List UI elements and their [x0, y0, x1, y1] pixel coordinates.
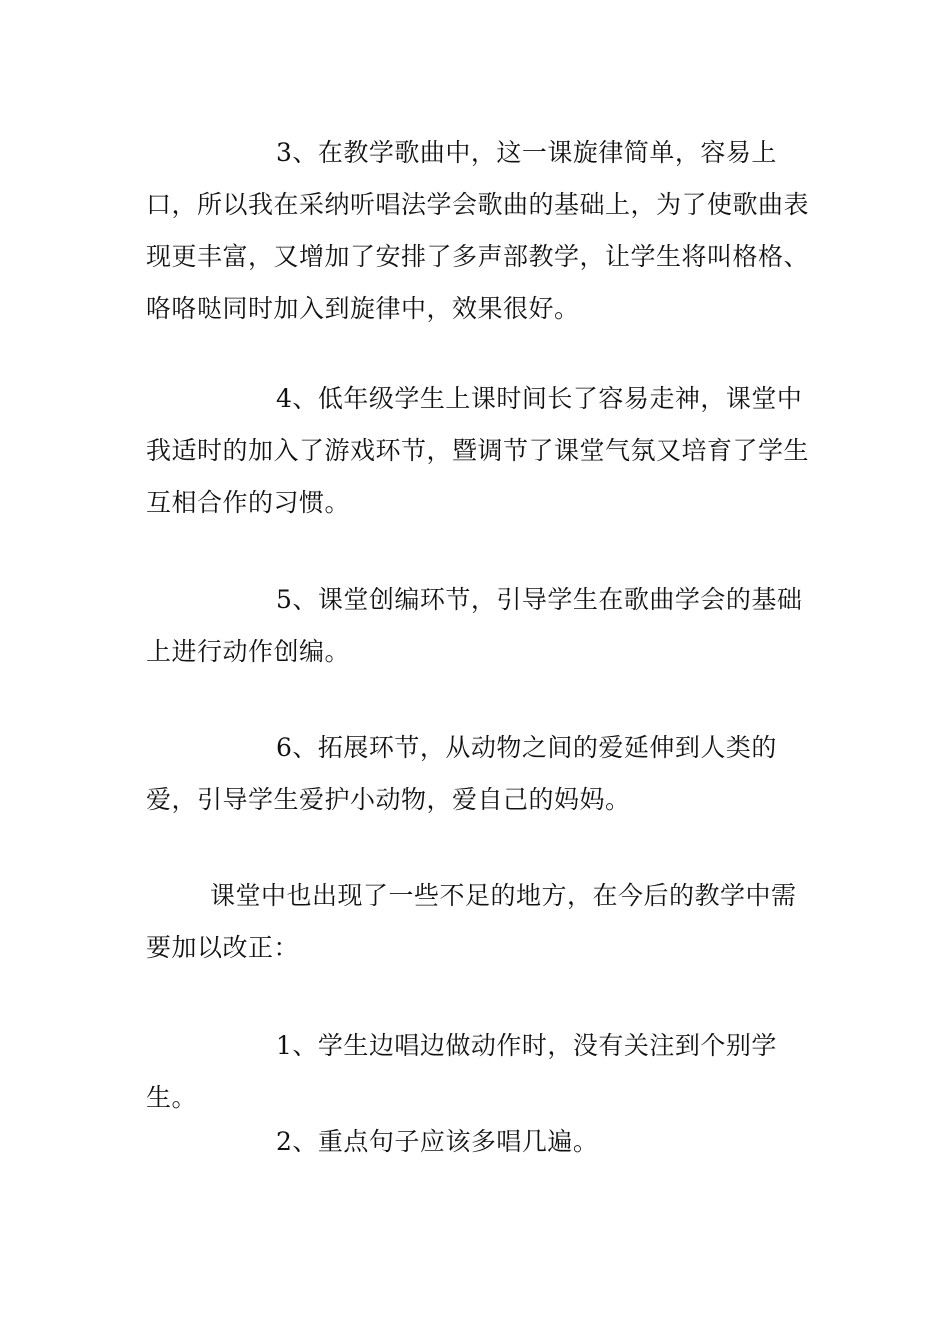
paragraph-item-3: 3、在教学歌曲中，这一课旋律简单，容易上口，所以我在采纳听唱法学会歌曲的基础上，为了使歌曲表现更丰富，又增加了安排了多声部教学，让学生将叫格格、咯咯哒同时加入到旋律中，效果很好。 [146, 138, 810, 323]
paragraph-item-6: 6、拓展环节，从动物之间的爱延伸到人类的爱，引导学生爱护小动物，爱自己的妈妈。 [146, 733, 777, 814]
paragraph-deficiency-1: 1、学生边唱边做动作时，没有关注到个别学生。 [146, 1031, 777, 1112]
paragraph-item-4: 4、低年级学生上课时间长了容易走神，课堂中我适时的加入了游戏环节，暨调节了课堂气氛又培育了学生互相合作的习惯。 [146, 384, 810, 517]
paragraph-deficiency-2: 2、重点句子应该多唱几遍。 [276, 1127, 599, 1156]
paragraph-deficiencies-intro: 课堂中也出现了一些不足的地方，在今后的教学中需要加以改正： [146, 881, 797, 962]
paragraph-item-5: 5、课堂创编环节，引导学生在歌曲学会的基础上进行动作创编。 [146, 585, 803, 666]
